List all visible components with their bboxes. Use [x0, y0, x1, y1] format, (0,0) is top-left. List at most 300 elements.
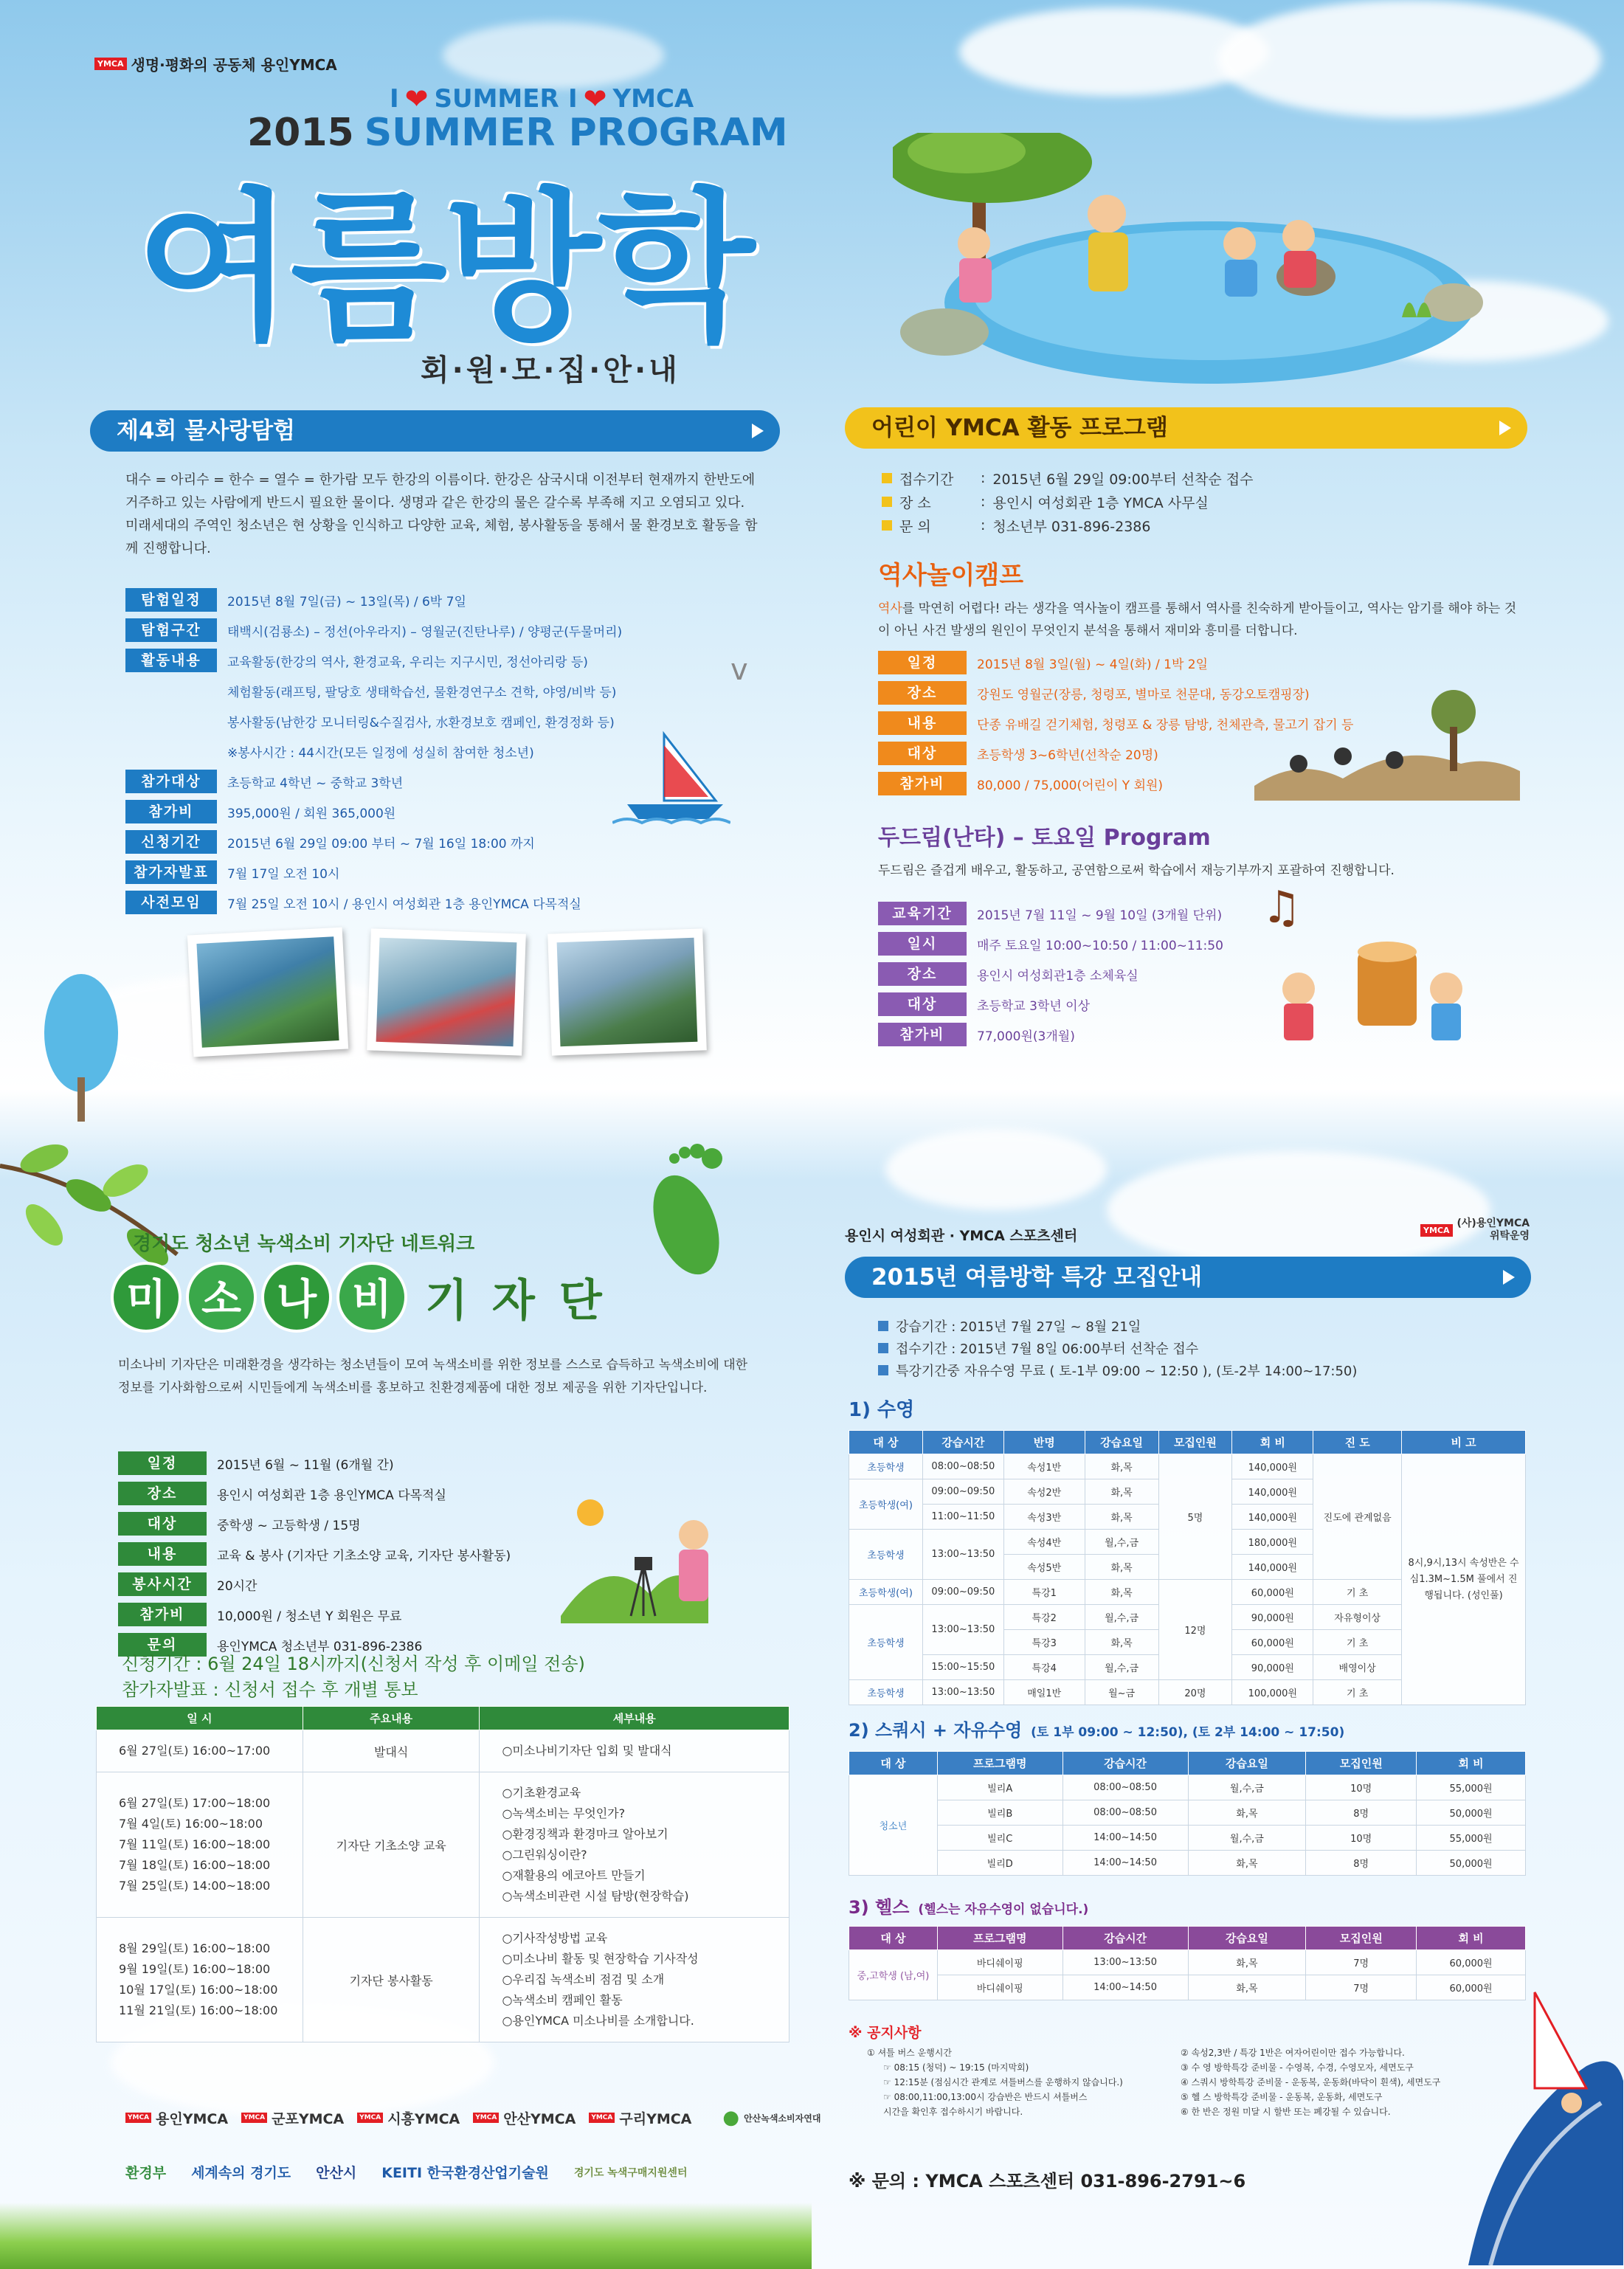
- sponsor-logo: [473, 2108, 576, 2128]
- table-cell: 7명: [1306, 1975, 1417, 2000]
- swim-time: 13:00~13:50: [922, 1605, 1003, 1655]
- sports-info-item: [878, 1359, 1527, 1381]
- ymca-logo-icon: YMCA: [589, 2113, 615, 2123]
- sponsor-logo: [589, 2108, 691, 2128]
- schedule-detail: [502, 1886, 767, 1907]
- info-label: 내용: [878, 711, 967, 735]
- table-cell: 바디쉐이핑: [937, 1950, 1062, 1975]
- swim-fee: 140,000원: [1232, 1454, 1313, 1479]
- info-value: 2015년 8월 3일(월) ~ 4일(화) / 1박 2일: [977, 657, 1209, 672]
- misonabi-apply: 신청기간 : 6월 24일 18시까지(신청서 작성 후 이메일 전송): [122, 1654, 585, 1674]
- footprint-illustration: [627, 1136, 745, 1284]
- swim-class: 속성2반: [1003, 1479, 1085, 1505]
- notice-item: ☞ 12:15분 (점심시간 관계로 셔틀버스를 운행하지 않습니다.): [883, 2077, 1123, 2087]
- swim-days: 화,목: [1085, 1580, 1158, 1605]
- squash-sub: (토 1부 09:00 ~ 12:50), (토 2부 14:00 ~ 17:50): [1031, 1725, 1345, 1740]
- misonabi-logo: [111, 1262, 607, 1333]
- schedule-detail: [502, 1865, 767, 1886]
- table-cell: 빌리D: [937, 1851, 1062, 1876]
- table-cell: 10명: [1306, 1826, 1417, 1851]
- expedition-intro: 대수 = 아리수 = 한수 = 열수 = 한가람 모두 한강의 이름이다. 한강은 삼국시대 이전부터 현재까지 한반도에 거주하고 있는 사람에게 반드시 필요한 물이다. 생명과 같은 한강의 물은 갈수록 부족해 지고 오염되고 있다. 미래세대의 주역인 청소년은 현 상황을 인식하고 다양한 교육, 체험, 봉사활동을 통해서 물 환경보호 활동을 함께 진행합니다.: [125, 472, 758, 556]
- separator: :: [981, 494, 986, 510]
- square-bullet-icon: [882, 497, 892, 507]
- info-value: 7월 25일 오전 10시 / 용인시 여성회관 1층 용인YMCA 다목적실: [227, 897, 581, 912]
- sports-info-text: 접수기간 : 2015년 7월 8일 06:00부터 선착순 접수: [896, 1341, 1199, 1357]
- notice-item: ⑤ 헬 스 방학특강 준비물 - 운동복, 운동화, 세면도구: [1181, 2092, 1383, 2102]
- info-label: 장소: [118, 1482, 207, 1505]
- circle-bullet-icon: ○: [502, 1931, 513, 1945]
- squash-table: [849, 1751, 1526, 1876]
- swim-title: 1) 수영: [849, 1399, 915, 1421]
- camp-intro-highlight: 역사: [878, 601, 902, 616]
- table-group: 청소년: [849, 1775, 938, 1876]
- swim-class: 매일1반: [1003, 1680, 1085, 1705]
- info-value: 10,000원 / 청소년 Y 회원은 무료: [217, 1609, 402, 1624]
- circle-bullet-icon: ○: [502, 2014, 513, 2028]
- camp-illustration: [1254, 683, 1520, 801]
- love-word-text: SUMMER: [434, 84, 559, 114]
- info-row: [118, 1450, 767, 1477]
- table-header: 일 시: [97, 1707, 303, 1730]
- info-label: 탐험구간: [125, 618, 217, 642]
- schedule-detail: [502, 1741, 767, 1761]
- org-tag: [94, 53, 337, 75]
- ymca-logo-icon: YMCA: [125, 2113, 151, 2123]
- info-value: 395,000원 / 회원 365,000원: [227, 806, 396, 821]
- swim-progress: 기 초: [1313, 1630, 1402, 1655]
- sports-info-item: [878, 1315, 1527, 1337]
- notice-left: [867, 2045, 1206, 2119]
- notice-item: ⑥ 한 반은 정원 미달 시 할반 또는 폐강될 수 있습니다.: [1181, 2107, 1391, 2117]
- sports-info-text: 특강기간중 자유수영 무료 ( 토-1부 09:00 ~ 12:50 ), (토-2부 14:00~17:50): [896, 1364, 1358, 1379]
- grass-illustration: [0, 2203, 812, 2269]
- info-row: [878, 649, 1513, 676]
- swim-group: 초등학생: [849, 1530, 923, 1580]
- table-cell: 55,000원: [1417, 1826, 1526, 1851]
- info-value: 20시간: [217, 1578, 258, 1594]
- love-i-text: I: [390, 84, 399, 114]
- sailboat-illustration: [612, 727, 730, 830]
- schedule-detail-text: 재활용의 에코아트 만들기: [512, 1868, 646, 1882]
- schedule-date: 9월 19일(토) 16:00~18:00: [119, 1962, 271, 1976]
- drum-title: 두드림(난타) – 토요일 Program: [878, 825, 1211, 851]
- circle-bullet-icon: ○: [502, 1806, 513, 1820]
- table-header: 모집인원: [1306, 1752, 1417, 1775]
- schedule-detail: [502, 1928, 767, 1949]
- expedition-title: 제4회 물사랑탐험: [117, 418, 295, 444]
- swim-capacity: 20명: [1158, 1680, 1232, 1705]
- swim-fee: 140,000원: [1232, 1505, 1313, 1530]
- schedule-date: 6월 27일(토) 16:00~17:00: [119, 1744, 271, 1758]
- schedule-date: 8월 29일(토) 16:00~18:00: [119, 1941, 271, 1955]
- table-cell: 10명: [1306, 1775, 1417, 1800]
- sponsor-name: 군포YMCA: [272, 2110, 345, 2127]
- schedule-topic: 기자단 기초소양 교육: [303, 1772, 480, 1918]
- schedule-date: 7월 11일(토) 16:00~18:00: [119, 1837, 271, 1851]
- sponsor-logo: 환경부: [125, 2165, 167, 2181]
- info-value: 77,000원(3개월): [977, 1029, 1075, 1044]
- info-label: 활동내용: [125, 649, 217, 672]
- ymca-logo-icon: YMCA: [94, 58, 127, 70]
- info-label: 문의: [118, 1633, 207, 1657]
- swim-days: 월,수,금: [1085, 1530, 1158, 1555]
- square-bullet-icon: [878, 1343, 888, 1353]
- main-title: 여름방학: [137, 173, 753, 362]
- info-label: 대상: [118, 1512, 207, 1536]
- sponsor-logo: 안산시: [316, 2165, 357, 2181]
- table-header: 프로그램명: [937, 1752, 1062, 1775]
- schedule-detail: [502, 1949, 767, 1969]
- table-cell: 빌리A: [937, 1775, 1062, 1800]
- table-header: 강습시간: [1062, 1752, 1188, 1775]
- schedule-dates: [97, 1730, 303, 1772]
- sponsor-logo: 경기도 녹색구매지원센터: [573, 2166, 688, 2179]
- table-row: [849, 1800, 1526, 1826]
- info-label: 신청기간: [125, 830, 217, 854]
- sponsor-logo: [357, 2108, 460, 2128]
- sponsor-name: 안산YMCA: [503, 2110, 576, 2127]
- swim-fee: 60,000원: [1232, 1580, 1313, 1605]
- circle-bullet-icon: ○: [502, 1744, 513, 1758]
- misonabi-schedule-table: [96, 1706, 789, 2042]
- table-cell: 08:00~08:50: [1062, 1775, 1188, 1800]
- info-label: 교육기간: [878, 902, 967, 925]
- table-cell: 빌리C: [937, 1826, 1062, 1851]
- swim-time: 09:00~09:50: [922, 1479, 1003, 1505]
- schedule-date: 11월 21일(토) 16:00~18:00: [119, 2003, 278, 2017]
- camp-title: 역사놀이캠프: [878, 561, 1024, 590]
- kids-info-item: [882, 466, 1509, 490]
- kids-info-value: 2015년 6월 29일 09:00부터 선착순 접수: [992, 471, 1254, 488]
- info-label: [125, 709, 217, 733]
- schedule-topic: 발대식: [303, 1730, 480, 1772]
- swim-time: 09:00~09:50: [922, 1580, 1003, 1605]
- info-row: [125, 617, 775, 643]
- swim-time: 13:00~13:50: [922, 1530, 1003, 1580]
- sports-info-text: 강습기간 : 2015년 7월 27일 ~ 8월 21일: [896, 1319, 1141, 1335]
- svg-text:♫: ♫: [1262, 882, 1302, 933]
- kids-info-item: [882, 490, 1509, 514]
- swim-progress: 기 초: [1313, 1680, 1402, 1705]
- info-label: 참가대상: [125, 770, 217, 793]
- squash-heading: [849, 1716, 1344, 1741]
- info-label: 참가비: [878, 772, 967, 795]
- info-label: 사전모임: [125, 891, 217, 914]
- table-header: 강습시간: [1062, 1927, 1188, 1950]
- circle-bullet-icon: ○: [502, 1848, 513, 1862]
- info-label: 일정: [118, 1451, 207, 1475]
- misonabi-network: 경기도 청소년 녹색소비 기자단 네트워크: [133, 1233, 475, 1255]
- subtitle: 회·원·모·집·안·내: [421, 353, 680, 387]
- table-row: [849, 1826, 1526, 1851]
- swim-capacity: 5명: [1158, 1454, 1232, 1580]
- table-cell: 55,000원: [1417, 1775, 1526, 1800]
- sponsor-logo: [241, 2108, 344, 2128]
- sports-title-bar: [845, 1257, 1531, 1298]
- swim-progress: 진도에 관계없음: [1313, 1454, 1402, 1580]
- love-i-text: I: [568, 84, 578, 114]
- sports-center-name: 용인시 여성회관 · YMCA 스포츠센터: [845, 1228, 1078, 1244]
- table-cell: 8명: [1306, 1800, 1417, 1826]
- info-value: 초등학생 3~6학년(선착순 20명): [977, 747, 1158, 763]
- swim-fee: 140,000원: [1232, 1479, 1313, 1505]
- expedition-photo: [547, 928, 707, 1055]
- schedule-detail: [502, 1845, 767, 1865]
- swim-class: 속성5반: [1003, 1555, 1085, 1580]
- info-row: [125, 647, 775, 674]
- program-text: SUMMER PROGRAM: [364, 111, 788, 155]
- schedule-detail-text: 녹색소비는 무엇인가?: [512, 1806, 626, 1820]
- table-header: 강습요일: [1085, 1431, 1158, 1454]
- schedule-detail-text: 녹색소비관련 시설 탐방(현장학습): [512, 1889, 689, 1903]
- tree-illustration: [41, 974, 122, 1122]
- table-cell: 8명: [1306, 1851, 1417, 1876]
- sports-org-name: (사)용인YMCA: [1457, 1218, 1530, 1229]
- table-row: [849, 1775, 1526, 1800]
- schedule-detail-text: 용인YMCA 미소나비를 소개합니다.: [512, 2014, 694, 2028]
- camp-intro-text: 를 막연히 어렵다! 라는 생각을 역사놀이 캠프를 통해서 역사를 친숙하게 받아들이고, 역사는 암기를 해야 하는 것이 아닌 사건 발생의 원인이 무엇인지 분석을 통해서 재미와 흥미를 더합니다.: [878, 601, 1517, 638]
- circle-bullet-icon: ○: [502, 1889, 513, 1903]
- info-value: 봉사활동(남한강 모니터링&수질검사, 水환경보호 캠페인, 환경정화 등): [227, 715, 615, 731]
- sponsors-row-1: [125, 2107, 820, 2129]
- schedule-detail: [502, 1824, 767, 1845]
- schedule-detail-text: 녹색소비 캠페인 활동: [512, 1993, 623, 2007]
- kids-info-label: 문 의: [899, 518, 931, 535]
- table-header: 대 상: [849, 1752, 938, 1775]
- swim-table: [849, 1430, 1526, 1705]
- schedule-dates: [97, 1918, 303, 2042]
- misonabi-char: 나: [261, 1262, 332, 1333]
- kids-info-label: 장 소: [899, 494, 931, 511]
- info-label: 탐험일정: [125, 588, 217, 612]
- schedule-topic: 기자단 봉사활동: [303, 1918, 480, 2042]
- notice-item: ① 셔틀 버스 운행시간: [867, 2048, 952, 2058]
- swim-capacity: 12명: [1158, 1580, 1232, 1680]
- expedition-photo: [187, 928, 348, 1057]
- circle-bullet-icon: ○: [502, 1993, 513, 2007]
- health-title: 3) 헬스: [849, 1897, 910, 1918]
- sports-info-list: [878, 1315, 1527, 1381]
- table-cell: 50,000원: [1417, 1800, 1526, 1826]
- schedule-date: 6월 27일(토) 17:00~18:00: [119, 1796, 271, 1810]
- info-row: [125, 859, 775, 885]
- schedule-date: 7월 4일(토) 16:00~18:00: [119, 1817, 263, 1831]
- table-header: 프로그램명: [937, 1927, 1062, 1950]
- lake-illustration: [893, 133, 1498, 398]
- swim-progress: 배영이상: [1313, 1655, 1402, 1680]
- health-heading: [849, 1893, 1088, 1919]
- table-header: 강습요일: [1188, 1927, 1306, 1950]
- info-label: [125, 679, 217, 702]
- sponsor-name: 시흥YMCA: [387, 2110, 460, 2127]
- table-header: 대 상: [849, 1927, 938, 1950]
- table-cell: 빌리B: [937, 1800, 1062, 1826]
- misonabi-char: 소: [186, 1262, 257, 1333]
- schedule-detail: [502, 1803, 767, 1824]
- swim-group: 초등학생: [849, 1454, 923, 1479]
- swim-class: 속성1반: [1003, 1454, 1085, 1479]
- info-label: 장소: [878, 962, 967, 986]
- info-label: 내용: [118, 1542, 207, 1566]
- table-cell: 바디쉐이핑: [937, 1975, 1062, 2000]
- table-row: [849, 1851, 1526, 1876]
- swim-group: 초등학생: [849, 1605, 923, 1680]
- swim-days: 화,목: [1085, 1454, 1158, 1479]
- info-label: 참가자발표: [125, 860, 217, 884]
- schedule-detail-text: 우리집 녹색소비 점검 및 소개: [512, 1972, 665, 1986]
- schedule-detail: [502, 1969, 767, 1990]
- info-value: 교육활동(한강의 역사, 환경교육, 우리는 지구시민, 정선아리랑 등): [227, 655, 588, 670]
- table-header: 회 비: [1417, 1752, 1526, 1775]
- table-row: [97, 1918, 789, 2042]
- misonabi-char: 미: [111, 1262, 182, 1333]
- info-value: 초등학교 3학년 이상: [977, 998, 1090, 1014]
- arrow-right-icon: [752, 424, 764, 438]
- swim-note: 8시,9시,13시 속성반은 수심1.3M~1.5M 풀에서 진행됩니다. (성인풀): [1402, 1454, 1526, 1705]
- sports-title: 2015년 여름방학 특강 모집안내: [871, 1264, 1203, 1291]
- table-header: 주요내용: [303, 1707, 480, 1730]
- notice-title: ※ 공지사항: [849, 2025, 922, 2041]
- info-label: 봉사시간: [118, 1572, 207, 1596]
- sponsor-name: 용인YMCA: [156, 2110, 229, 2127]
- notice-item: ☞ 08:15 (청덕) ~ 19:15 (마지막회): [883, 2062, 1029, 2073]
- table-row: [97, 1730, 789, 1772]
- table-cell: 화,목: [1188, 1800, 1306, 1826]
- swim-fee: 60,000원: [1232, 1630, 1313, 1655]
- notice-item: ☞ 08:00,11:00,13:00시 강습반은 반드시 셔틀버스: [883, 2092, 1088, 2102]
- info-value: 단종 유배길 걷기체험, 청령포 & 장릉 탐방, 천체관측, 물고기 잡기 등: [977, 717, 1354, 733]
- health-sub: (헬스는 자유수영이 없습니다.): [918, 1902, 1089, 1917]
- table-group: 중,고학생 (남,여): [849, 1950, 938, 2000]
- schedule-detail-text: 미소나비 활동 및 현장학습 기사작성: [512, 1952, 699, 1966]
- table-header: 진 도: [1313, 1431, 1402, 1454]
- schedule-details: [480, 1918, 789, 2042]
- info-row: [125, 889, 775, 916]
- table-cell: 7명: [1306, 1950, 1417, 1975]
- schedule-dates: [97, 1772, 303, 1918]
- windsurf-illustration: [1468, 1978, 1623, 2265]
- ymca-logo-icon: YMCA: [241, 2113, 267, 2123]
- schedule-details: [480, 1772, 789, 1918]
- schedule-detail: [502, 1783, 767, 1803]
- kids-info-label: 접수기간: [899, 471, 954, 488]
- kids-info-value: 청소년부 031-896-2386: [992, 518, 1151, 535]
- drum-intro: 두드림은 즐겁게 배우고, 활동하고, 공연함으로써 학습에서 재능기부까지 포괄하여 진행합니다.: [878, 863, 1395, 878]
- square-bullet-icon: [878, 1321, 888, 1331]
- swim-days: 화,목: [1085, 1555, 1158, 1580]
- swim-group: 초등학생(여): [849, 1580, 923, 1605]
- table-cell: 14:00~14:50: [1062, 1975, 1188, 2000]
- schedule-date: 7월 18일(토) 16:00~18:00: [119, 1858, 271, 1872]
- sports-org: [1420, 1218, 1530, 1243]
- info-value: 초등학교 4학년 ~ 중학교 3학년: [227, 776, 404, 791]
- schedule-detail: [502, 2011, 767, 2031]
- table-header: 세부내용: [480, 1707, 789, 1730]
- info-label: 일시: [878, 932, 967, 956]
- swim-fee: 90,000원: [1232, 1605, 1313, 1630]
- seagull-icon: ᴠ: [730, 653, 748, 687]
- info-value: 강원도 영월군(장릉, 청령포, 별마로 천문대, 동강오토캠핑장): [977, 687, 1310, 702]
- arrow-right-icon: [1503, 1270, 1515, 1285]
- reporter-illustration: [561, 1491, 753, 1623]
- ymca-logo-icon: YMCA: [357, 2113, 383, 2123]
- schedule-detail-text: 그린워싱이란?: [512, 1848, 587, 1862]
- notice-item: ③ 수 영 방학특강 준비물 - 수영복, 수경, 수영모자, 세면도구: [1181, 2062, 1414, 2073]
- table-cell: 14:00~14:50: [1062, 1851, 1188, 1876]
- info-value: 용인YMCA 청소년부 031-896-2386: [217, 1639, 423, 1654]
- info-value: 용인시 여성회관1층 소체육실: [977, 968, 1138, 984]
- misonabi-announce: 참가자발표 : 신청서 접수 후 개별 통보: [122, 1679, 418, 1700]
- swim-days: 월,수,금: [1085, 1655, 1158, 1680]
- info-value: 교육 & 봉사 (기자단 기초소양 교육, 기자단 봉사활동): [217, 1548, 511, 1564]
- info-value: ※봉사시간 : 44시간(모든 일정에 성실히 참여한 청소년): [227, 745, 534, 761]
- schedule-detail-text: 기사작성방법 교육: [512, 1931, 608, 1945]
- info-value: 7월 17일 오전 10시: [227, 866, 340, 882]
- expedition-title-bar: [90, 410, 780, 452]
- table-cell: 50,000원: [1417, 1851, 1526, 1876]
- info-label: [125, 739, 217, 763]
- sponsor-name: 안산녹색소비자연대: [744, 2113, 821, 2124]
- info-value: 용인시 여성회관 1층 용인YMCA 다목적실: [217, 1488, 446, 1503]
- table-row: [97, 1772, 789, 1918]
- info-value: 태백시(검룡소) – 정선(아우라지) – 영월군(진탄나루) / 양평군(두물머리): [227, 624, 623, 640]
- sponsor-logo: 세계속의 경기도: [191, 2165, 291, 2181]
- sports-info-item: [878, 1337, 1527, 1359]
- swim-class: 특강1: [1003, 1580, 1085, 1605]
- info-value: 80,000 / 75,000(어린이 Y 회원): [977, 778, 1164, 793]
- table-row: [849, 1454, 1526, 1479]
- circle-bullet-icon: ○: [502, 1972, 513, 1986]
- camp-intro: [878, 598, 1527, 642]
- swim-class: 속성4반: [1003, 1530, 1085, 1555]
- sponsor-logo: [125, 2108, 228, 2128]
- swim-time: 08:00~08:50: [922, 1454, 1003, 1479]
- kids-title-bar: [845, 407, 1527, 449]
- circle-bullet-icon: ○: [502, 1868, 513, 1882]
- table-header: 강습요일: [1188, 1752, 1306, 1775]
- swim-class: 속성3반: [1003, 1505, 1085, 1530]
- swim-time: 11:00~11:50: [922, 1505, 1003, 1530]
- info-row: [125, 829, 775, 855]
- info-value: 체험활동(래프팅, 팔당호 생태학습선, 물환경연구소 견학, 야영/비박 등): [227, 685, 617, 700]
- sponsor-logo: KEITI 한국환경산업기술원: [381, 2165, 549, 2181]
- swim-days: 월,수,금: [1085, 1605, 1158, 1630]
- info-label: 참가비: [118, 1603, 207, 1626]
- expedition-photo: [367, 928, 526, 1055]
- circle-bullet-icon: ○: [502, 1786, 513, 1800]
- sponsor-name: 구리YMCA: [619, 2110, 692, 2127]
- info-label: 참가비: [125, 800, 217, 823]
- square-bullet-icon: [882, 473, 892, 483]
- info-label: 대상: [878, 742, 967, 765]
- misonabi-suffix: 기 자 단: [425, 1275, 607, 1327]
- table-cell: 화,목: [1188, 1975, 1306, 2000]
- heart-icon: ❤: [583, 83, 607, 115]
- swim-days: 화,목: [1085, 1630, 1158, 1655]
- ymca-logo-icon: YMCA: [1420, 1224, 1453, 1237]
- schedule-detail-text: 환경징책과 환경마크 알아보기: [512, 1827, 668, 1841]
- table-header: 반명: [1003, 1431, 1085, 1454]
- square-bullet-icon: [882, 520, 892, 531]
- kids-info-value: 용인시 여성회관 1층 YMCA 사무실: [992, 494, 1209, 511]
- org-tag-text: 생명·평화의 공동체 용인YMCA: [131, 56, 337, 74]
- info-value: 2015년 7월 11일 ~ 9월 10일 (3개월 단위): [977, 908, 1223, 923]
- info-row: [125, 587, 775, 613]
- swim-days: 화,목: [1085, 1479, 1158, 1505]
- sports-contact: ※ 문의 : YMCA 스포츠센터 031-896-2791~6: [849, 2171, 1246, 2192]
- separator: :: [981, 517, 986, 533]
- swim-class: 특강2: [1003, 1605, 1085, 1630]
